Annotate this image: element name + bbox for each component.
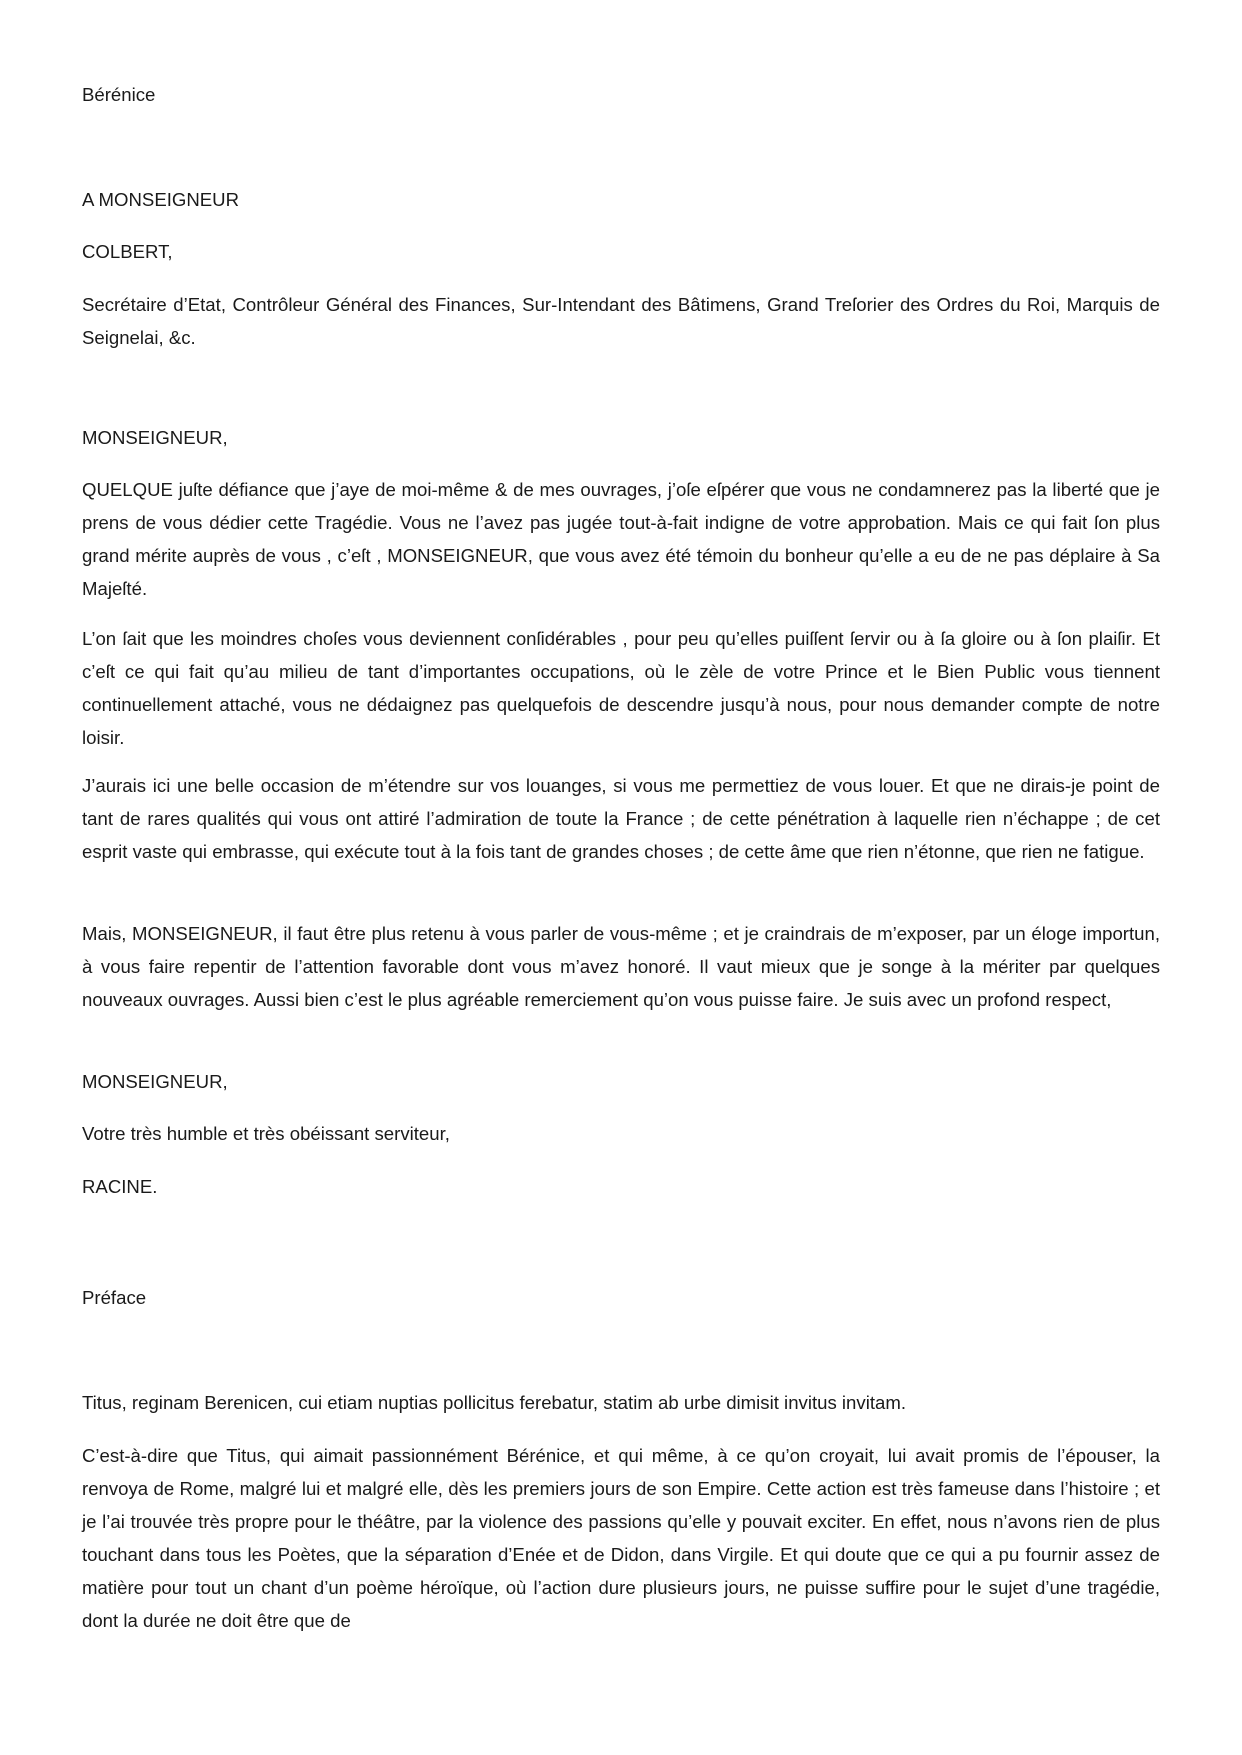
letter-signature: RACINE.	[82, 1176, 158, 1197]
dedication-titles: Secrétaire d’Etat, Contrôleur Général des Finances, Sur-Intendant des Bâtimens, Grand Treſorier des Ordres du Roi, Marquis de Seignelai, &c.	[82, 294, 1160, 348]
letter-closing-salutation: MONSEIGNEUR,	[82, 1071, 228, 1092]
letter-paragraph-3: J’aurais ici une belle occasion de m’étendre sur vos louanges, si vous me permettiez de vous louer. Et que ne dirais-je point de tant de rares qualités qui vous ont attiré l’admiration de toute la France ; de cette pénétration à laquelle rien n’échappe ; de cet esprit vaste qui embrasse, qui exécute tout à la fois tant de grandes choses ; de cette âme que rien n’étonne, que rien ne fatigue.	[82, 775, 1160, 862]
letter-salutation: MONSEIGNEUR,	[82, 427, 228, 448]
letter-paragraph-4: Mais, MONSEIGNEUR, il faut être plus retenu à vous parler de vous-même ; et je craindrais de m’exposer, par un éloge importun, à vous faire repentir de l’attention favorable dont vous m’avez honoré. Il vaut mieux que je songe à la mériter par quelques nouveaux ouvrages. Aussi bien c’est le plus agréable remerciement qu’on vous puisse faire. Je suis avec un profond respect,	[82, 923, 1160, 1010]
preface-paragraph-1: C’est-à-dire que Titus, qui aimait passionnément Bérénice, et qui même, à ce qu’on croyait, lui avait promis de l’épouser, la renvoya de Rome, malgré lui et malgré elle, dès les premiers jours de son Empire. Cette action est très fameuse dans l’histoire ; et je l’ai trouvée très propre pour le théâtre, par la violence des passions qu’elle y pouvait exciter. En effet, nous n’avons rien de plus touchant dans tous les Poètes, que la séparation d’Enée et de Didon, dans Virgile. Et qui doute que ce qui a pu fournir assez de matière pour tout un chant d’un poème héroïque, où l’action dure plusieurs jours, ne puisse suffire pour le sujet d’une tragédie, dont la durée ne doit être que de	[82, 1445, 1160, 1631]
letter-paragraph-2: L’on ſait que les moindres choſes vous deviennent conſidérables , pour peu qu’elles puiſſent ſervir ou à ſa gloire ou à ſon plaiſir. Et c’eſt ce qui fait qu’au milieu de tant d’importantes occupations, où le zèle de votre Prince et le Bien Public vous tiennent continuellement attaché, vous ne dédaignez pas quelquefois de descendre jusqu’à nous, pour nous demander compte de notre loisir.	[82, 628, 1160, 748]
dedication-name: COLBERT,	[82, 241, 173, 262]
preface-heading: Préface	[82, 1287, 147, 1308]
dedication-addressee-line: A MONSEIGNEUR	[82, 189, 240, 210]
letter-closing-formula: Votre très humble et très obéissant serviteur,	[82, 1123, 450, 1144]
document-title: Bérénice	[82, 84, 156, 105]
letter-paragraph-1: QUELQUE juſte défiance que j’aye de moi-même & de mes ouvrages, j’oſe eſpérer que vous ne condamnerez pas la liberté que je prens de vous dédier cette Tragédie. Vous ne l’avez pas jugée tout-à-fait indigne de votre approbation. Mais ce qui fait ſon plus grand mérite auprès de vous , c’eſt , MONSEIGNEUR, que vous avez été témoin du bonheur qu’elle a eu de ne pas déplaire à Sa Majeſté.	[82, 479, 1160, 599]
preface-latin-quote: Titus, reginam Berenicen, cui etiam nuptias pollicitus ferebatur, statim ab urbe dimisit invitus invitam.	[82, 1392, 906, 1413]
